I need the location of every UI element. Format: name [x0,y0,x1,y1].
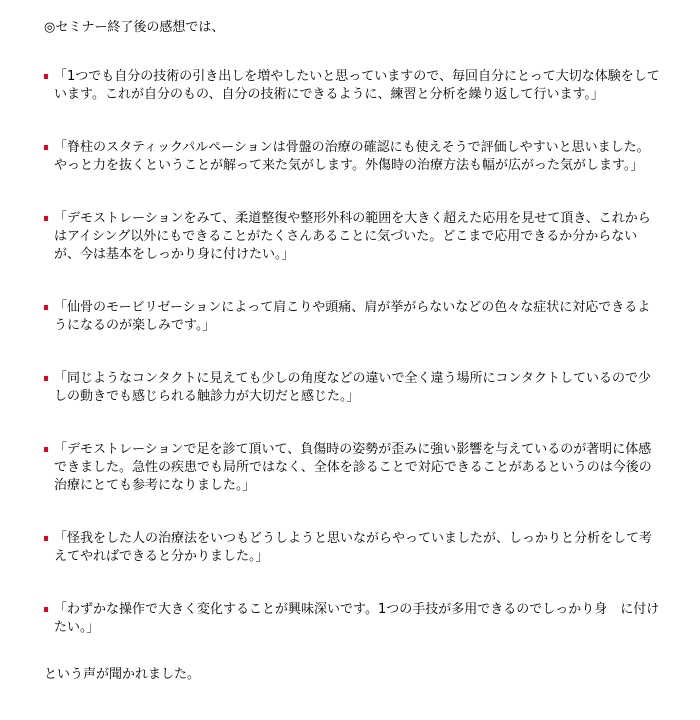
testimonial-item [44,530,660,566]
testimonial-item [44,299,660,335]
testimonial-text: 「仙骨のモービリゼーションによって肩こりや頭痛、肩が挙がらないなどの色々な症状に対応できるようになるのが楽しみです。」 [54,300,651,333]
red-bullet-icon [44,376,48,381]
testimonial-item [44,601,660,637]
testimonial-text: 「怪我をした人の治療法をいつもどうしようと思いながらやっていましたが、しっかりと分析をして考えてやればできると分かりました。」 [54,531,653,564]
testimonial-text: 「同じようなコンタクトに見えても少しの角度などの違いで全く違う場所にコンタクトしているので少しの動きでも感じられる触診力が大切だと感じた。」 [54,371,651,404]
testimonial-item [44,68,660,104]
testimonial-list [44,68,660,637]
testimonial-text: 「デモストレーションで足を診て頂いて、負傷時の姿勢が歪みに強い影響を与えているのが著明に体感できました。急性の疾患でも局所ではなく、全体を診ることで対応できることがあるというのは今後の治療にとても参考になりました。」 [54,442,652,493]
testimonial-item [44,210,660,264]
testimonial-text: 「1つでも自分の技術の引き出しを増やしたいと思っていますので、毎回自分にとって大切な体験をしています。これが自分のもの、自分の技術にできるように、練習と分析を繰り返して行います。」 [54,69,660,102]
red-bullet-icon [44,607,48,612]
testimonial-text: 「わずかな操作で大きく変化することが興味深いです。1つの手技が多用できるのでしっかり身 に付けたい。」 [54,602,660,635]
testimonial-item [44,370,660,406]
testimonial-text: 「脊柱のスタティックパルペーションは骨盤の治療の確認にも使えそうで評価しやすいと思いました。やっと力を抜くということが解って来た気がします。外傷時の治療方法も幅が広がった気がします。」 [54,140,650,173]
red-bullet-icon [44,74,48,79]
red-bullet-icon [44,305,48,310]
red-bullet-icon [44,216,48,221]
red-bullet-icon [44,447,48,452]
closing-text: という声が聞かれました。 [44,667,201,682]
testimonial-item [44,441,660,495]
red-bullet-icon [44,145,48,150]
red-bullet-icon [44,536,48,541]
testimonial-item [44,139,660,175]
testimonial-text: 「デモストレーションをみて、柔道整復や整形外科の範囲を大きく超えた応用を見せて頂き、これからはアイシング以外にもできることがたくさんあることに気づいた。どこまで応用できるか分からないが、今は基本をしっかり身に付けたい。」 [54,211,651,262]
page-heading: ◎セミナー終了後の感想では、 [44,20,225,35]
